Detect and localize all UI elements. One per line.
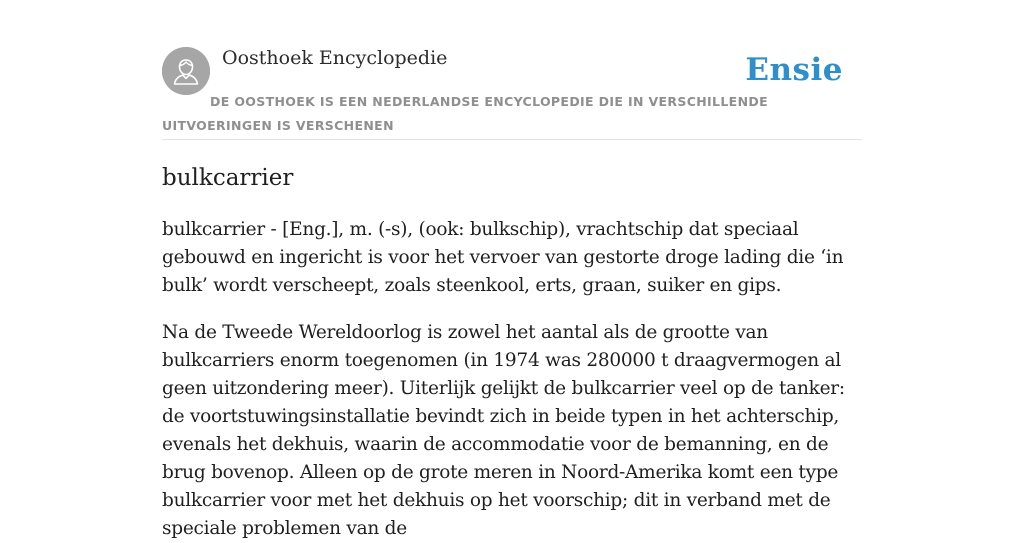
entry-title: bulkcarrier xyxy=(162,165,294,191)
entry-paragraph: Na de Tweede Wereldoorlog is zowel het aantal als de grootte van bulkcarriers enorm toegenomen (in 1974 was 280000 t draagvermogen al geen uitzondering meer). Uiterlijk gelijkt de bulkcarrier veel op de tanker: de voortstuwingsinstallatie bevindt zich in beide typen in het achterschip, evenals het dekhuis, waarin de accommodatie voor de bemanning, en de brug bovenop. Alleen op de grote meren in Noord-Amerika komt een type bulkcarrier voor met het dekhuis op het voorschip; dit in verband met de speciale problemen van de xyxy=(162,322,845,539)
user-icon[interactable] xyxy=(162,47,210,95)
user-icon-graphic xyxy=(162,47,210,95)
source-tagline: DE OOSTHOEK IS EEN NEDERLANDSE ENCYCLOPEDIE DIE IN VERSCHILLENDE UITVOERINGEN IS VERSCHENEN xyxy=(162,94,768,133)
header-divider xyxy=(162,139,862,140)
entry-paragraph: bulkcarrier - [Eng.], m. (-s), (ook: bulkschip), vrachtschip dat speciaal gebouwd en ingericht is voor het vervoer van gestorte droge lading die ‘in bulk’ wordt verscheept, zoals steenkool, erts, graan, suiker en gips. xyxy=(162,219,844,296)
source-title[interactable]: Oosthoek Encyclopedie xyxy=(222,47,448,69)
entry-content xyxy=(162,162,868,543)
brand-logo[interactable]: Ensie xyxy=(745,52,843,88)
